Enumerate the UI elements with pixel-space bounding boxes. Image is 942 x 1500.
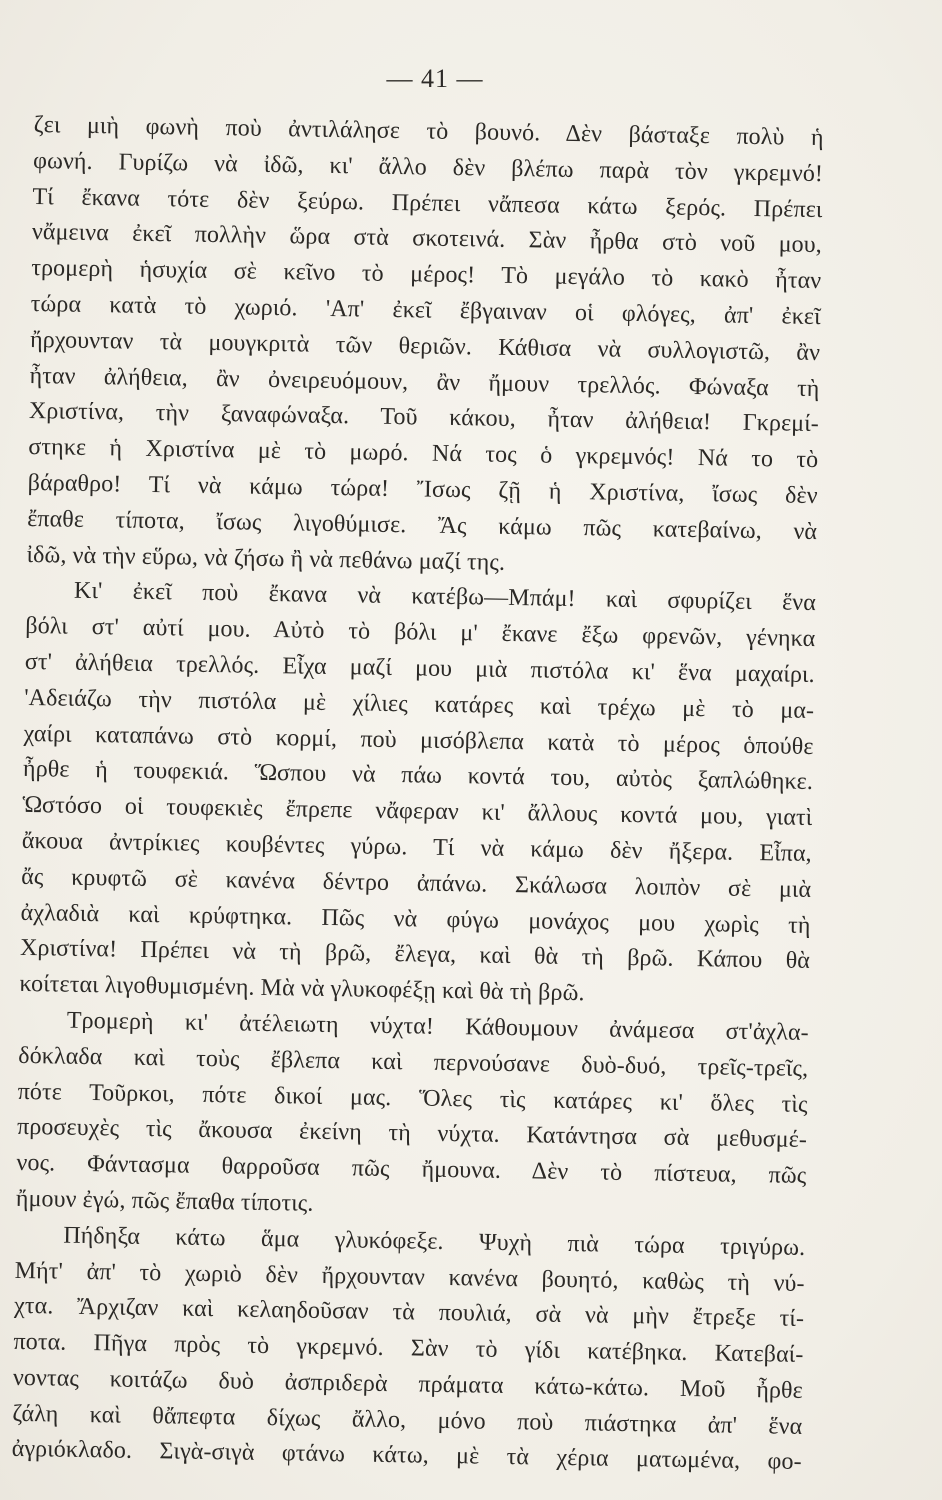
text-line: δόκλαδα καὶ τοὺς ἔβλεπα καὶ περνούσανε δυὸ-δυό, τρεῖς-τρεῖς, bbox=[18, 1042, 809, 1082]
text-line: ἀχλαδιὰ καὶ κρύφτηκα. Πῶς νὰ φύγω μονάχος μου χωρὶς τὴ bbox=[20, 899, 811, 939]
text-line: Πήδηξα κάτω ἅμα γλυκόφεξε. Ψυχὴ πιὰ τώρα τριγύρω. bbox=[63, 1222, 806, 1261]
text-line: Χριστίνα, τὴν ξαναφώναξα. Τοῦ κάκου, ἦταν ἀλήθεια! Γκρεμί- bbox=[28, 398, 820, 438]
text-line: νἄμεινα ἐκεῖ πολλὴν ὥρα στὰ σκοτεινά. Σὰν ἦρθα στὸ νοῦ μου, bbox=[31, 219, 823, 259]
text-line: ἤμουν ἐγώ, πῶς ἔπαθα τίποτις. bbox=[15, 1185, 314, 1217]
text-line: ἄκουα ἀντρίκιες κουβέντες γύρω. Τί νὰ κάμω δὲν ἤξερα. Εἶπα, bbox=[21, 827, 812, 867]
text-line: νοντας κοιτάζω δυὸ ἀσπριδερὰ πράματα κάτω-κάτω. Μοῦ ἦρθε bbox=[12, 1364, 804, 1404]
text-line: ἰδῶ, νὰ τὴν εὕρω, νὰ ζήσω ἢ νὰ πεθάνω μαζί της. bbox=[26, 541, 506, 576]
page-number: — 41 — bbox=[386, 64, 484, 93]
text-line: 'Αδειάζω τὴν πιστόλα μὲ χίλιες κατάρες καὶ τρέχω μὲ τὸ μα- bbox=[24, 684, 815, 724]
text-line: βάραθρο! Τί νὰ κάμω τώρα! Ἴσως ζῇ ἡ Χριστίνα, ἴσως δὲν bbox=[27, 469, 818, 510]
text-line: ἦρθε ἡ τουφεκιά. Ὥσπου νὰ πάω κοντά του, αὐτὸς ξαπλώθηκε. bbox=[22, 756, 814, 796]
text-line: ποτα. Πῆγα πρὸς τὸ γκρεμνό. Σὰν τὸ γίδι κατέβηκα. Κατεβαί- bbox=[13, 1328, 804, 1369]
text-line: Μήτ' ἀπ' τὸ χωριὸ δὲν ἤρχουνταν κανένα βουητό, καθὼς τὴ νύ- bbox=[14, 1257, 805, 1297]
text-line: ζάλη καὶ θἄπεφτα δίχως ἄλλο, μόνο ποὺ πιάστηκα ἀπ' ἕνα bbox=[12, 1400, 803, 1440]
text-line: Τί ἔκανα τότε δὲν ξεύρω. Πρέπει νἄπεσα κάτω ξερός. Πρέπει bbox=[32, 183, 823, 223]
text-line: βόλι στ' αὐτί μου. Αὐτὸ τὸ βόλι μ' ἔκανε ἔξω φρενῶν, γένηκα bbox=[25, 613, 816, 653]
text-line: Τρομερὴ κι' ἀτέλειωτη νύχτα! Κάθουμουν ἀνάμεσα στ'ἀχλα- bbox=[66, 1007, 809, 1046]
text-line: χτα. Ἄρχιζαν καὶ κελαηδοῦσαν τὰ πουλιά, σὰ νὰ μὴν ἔτρεξε τί- bbox=[13, 1293, 805, 1333]
text-line: Ὡστόσο οἱ τουφεκιὲς ἔπρεπε νἄφεραν κι' ἄλλους κοντά μου, γιατὶ bbox=[22, 792, 813, 832]
text-line: χαίρι καταπάνω στὸ κορμί, ποὺ μισόβλεπα κατὰ τὸ μέρος ὁπούθε bbox=[23, 720, 814, 760]
text-line: ἤρχουνταν τὰ μουγκριτὰ τῶν θεριῶν. Κάθισα νὰ συλλογιστῶ, ἂν bbox=[29, 326, 821, 366]
text-line: νος. Φάντασμα θαρροῦσα πῶς ἤμουνα. Δὲν τὸ πίστευα, πῶς bbox=[16, 1149, 807, 1190]
text-line: προσευχὲς τὶς ἄκουσα ἐκείνη τὴ νύχτα. Κατάντησα σὰ μεθυσμέ- bbox=[16, 1114, 808, 1154]
text-line: πότε Τοῦρκοι, πότε δικοί μας. Ὅλες τὶς κατάρες κι' ὅλες τὶς bbox=[17, 1078, 808, 1118]
text-line: ζει μιὴ φωνὴ ποὺ ἀντιλάλησε τὸ βουνό. Δὲν βάσταξε πολὺ ἡ bbox=[33, 111, 824, 152]
text-line: φωνή. Γυρίζω νὰ ἰδῶ, κι' ἄλλο δὲν βλέπω παρὰ τὸν γκρεμνό! bbox=[32, 147, 824, 187]
text-line: ἔπαθε τίποτα, ἴσως λιγοθύμισε. Ἄς κάμω πῶς κατεβαίνω, νὰ bbox=[26, 505, 818, 545]
text-line: ἦταν ἀλήθεια, ἂν ὀνειρευόμουν, ἂν ἤμουν τρελλός. Φώναξα τὴ bbox=[29, 362, 820, 402]
text-line: τρομερὴ ἡσυχία σὲ κεῖνο τὸ μέρος! Τὸ μεγάλο τὸ κακὸ ἦταν bbox=[31, 255, 822, 295]
text-line: ἄς κρυφτῶ σὲ κανένα δέντρο ἀπάνω. Σκάλωσα λοιπὸν σὲ μιὰ bbox=[21, 863, 812, 903]
body-text bbox=[11, 108, 823, 1481]
text-line: Κι' ἐκεῖ ποὺ ἔκανα νὰ κατέβω—Μπάμ! καὶ σφυρίζει ἕνα bbox=[73, 578, 817, 617]
text-line: στ' ἀλήθεια τρελλός. Εἶχα μαζί μου μιὰ πιστόλα κι' ἕνα μαχαίρι. bbox=[24, 648, 815, 688]
text-line: Χριστίνα! Πρέπει νὰ τὴ βρῶ, ἔλεγα, καὶ θὰ τὴ βρῶ. Κάπου θὰ bbox=[19, 935, 811, 975]
text-line: στηκε ἡ Χριστίνα μὲ τὸ μωρό. Νά τος ὁ γκρεμνός! Νά το τὸ bbox=[28, 434, 819, 474]
text-line: τώρα κατὰ τὸ χωριό. 'Απ' ἐκεῖ ἔβγαιναν οἱ φλόγες, ἀπ' ἐκεῖ bbox=[30, 290, 821, 331]
text-line: κοίτεται λιγοθυμισμένη. Μὰ νὰ γλυκοφέξῃ καὶ θὰ τὴ βρῶ. bbox=[19, 971, 585, 1007]
text-line: ἀγριόκλαδο. Σιγὰ-σιγὰ φτάνω κάτω, μὲ τὰ χέρια ματωμένα, φο- bbox=[11, 1436, 802, 1476]
